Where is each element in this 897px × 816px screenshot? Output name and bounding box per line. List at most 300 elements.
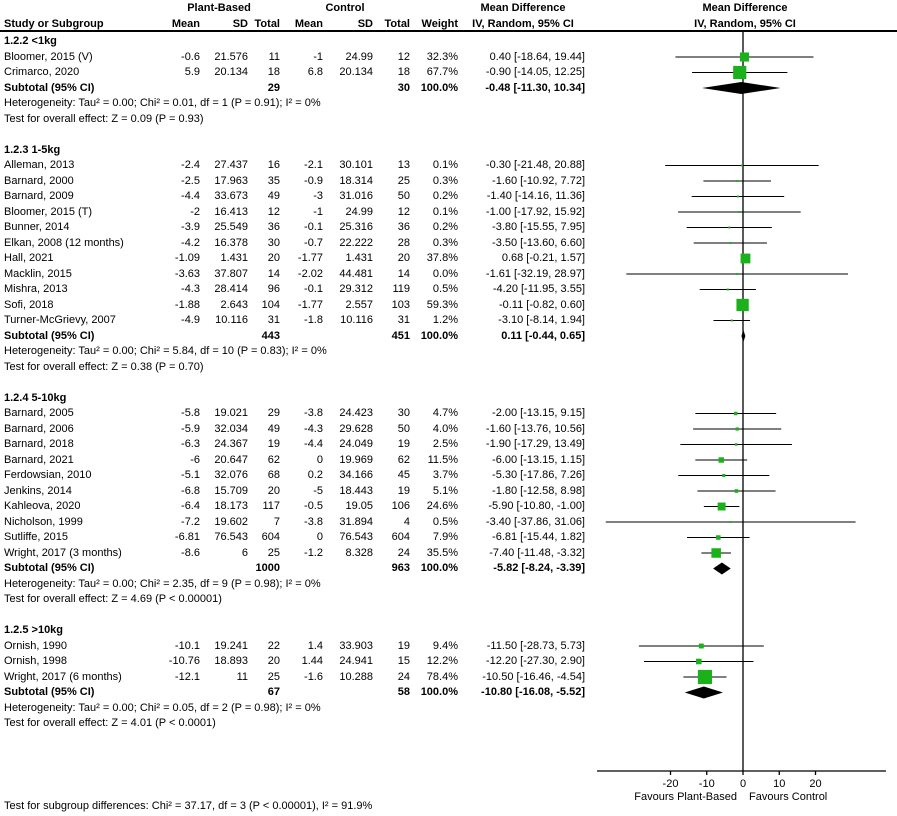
subtotal-c-n: 963 (391, 562, 410, 574)
study-c_mean: -4.4 (304, 438, 323, 450)
heterogeneity-row (0, 344, 897, 359)
subtotal-ci: -10.80 [-16.08, -5.52] (481, 686, 585, 698)
study-c_sd: 25.316 (339, 221, 373, 233)
subgroup-label: 1.2.2 <1kg (4, 35, 57, 47)
overall-effect-row (0, 360, 897, 375)
study-name: Jenkins, 2014 (4, 484, 72, 497)
study-c_sd: 76.543 (339, 531, 373, 543)
study-c_sd: 24.423 (339, 407, 373, 419)
study-name: Sofi, 2018 (4, 298, 54, 311)
study-c_sd: 31.016 (339, 190, 373, 202)
column-header-sd-control: SD (357, 18, 373, 30)
study-t_sd: 19.602 (214, 515, 248, 528)
treatment-group-header: Plant-Based (187, 2, 251, 14)
study-t_sd: 24.367 (214, 438, 248, 450)
study-c_n: 106 (391, 500, 410, 512)
study-weight: 12.2% (426, 655, 458, 667)
study-t_n: 117 (262, 500, 280, 512)
study-row (0, 639, 897, 654)
subgroup-label-row (0, 623, 897, 638)
study-t_n: 49 (267, 190, 280, 202)
study-c_n: 31 (397, 314, 410, 326)
study-t_mean: -4.2 (181, 236, 200, 249)
study-weight: 4.0% (432, 422, 458, 435)
study-c_n: 4 (403, 515, 410, 528)
overall-effect-row (0, 716, 897, 731)
study-name: Crimarco, 2020 (4, 66, 80, 78)
study-c_n: 12 (397, 205, 410, 218)
study-name: Ferdowsian, 2010 (4, 469, 92, 481)
study-row (0, 282, 897, 297)
study-row (0, 236, 897, 251)
method-header-stats: IV, Random, 95% CI (472, 18, 574, 30)
study-t_sd: 17.963 (214, 174, 248, 187)
study-name: Barnard, 2005 (4, 407, 74, 419)
study-t_sd: 21.576 (214, 50, 248, 63)
study-c_sd: 44.481 (339, 267, 373, 280)
study-c_mean: -0.1 (304, 221, 323, 233)
study-ci_label: -1.61 [-32.19, 28.97] (485, 267, 585, 280)
study-t_mean: -10.1 (174, 639, 200, 652)
study-t_sd: 27.437 (214, 159, 248, 171)
heterogeneity-text: Heterogeneity: Tau² = 0.00; Chi² = 0.01, df = 1 (P = 0.91); I² = 0% (4, 97, 321, 109)
study-t_mean: -1.88 (174, 298, 200, 311)
subtotal-weight: 100.0% (420, 81, 458, 94)
study-c_n: 50 (397, 190, 410, 202)
overall-effect-row (0, 112, 897, 127)
study-t_sd: 15.709 (214, 484, 248, 497)
study-ci_label: -3.80 [-15.55, 7.95] (492, 221, 585, 233)
study-c_sd: 24.049 (339, 438, 373, 450)
overall-effect-row (0, 592, 897, 607)
study-c_mean: -1.8 (304, 314, 323, 326)
study-row (0, 515, 897, 530)
study-ci_label: -1.00 [-17.92, 15.92] (485, 205, 585, 218)
subtotal-ci: -5.82 [-8.24, -3.39] (493, 562, 585, 574)
study-t_mean: -12.1 (174, 670, 200, 683)
study-t_sd: 2.643 (220, 298, 248, 311)
study-ci_label: -2.00 [-13.15, 9.15] (492, 407, 585, 419)
column-header-total-treatment: Total (254, 18, 280, 30)
study-c_mean: -0.7 (304, 236, 323, 249)
study-c_n: 36 (397, 221, 410, 233)
study-row (0, 499, 897, 514)
study-weight: 67.7% (426, 66, 458, 78)
study-row (0, 189, 897, 204)
study-ci_label: -7.40 [-11.48, -3.32] (489, 546, 585, 559)
study-c_sd: 20.134 (339, 66, 373, 78)
study-weight: 0.1% (432, 205, 458, 218)
study-t_n: 25 (267, 546, 280, 559)
study-ci_label: 0.68 [-0.21, 1.57] (501, 252, 585, 264)
study-weight: 3.7% (432, 469, 458, 481)
study-t_n: 14 (267, 267, 280, 280)
study-t_n: 68 (267, 469, 280, 481)
study-name: Wright, 2017 (3 months) (4, 546, 122, 559)
subtotal-c-n: 30 (397, 81, 410, 94)
study-c_n: 24 (397, 670, 410, 683)
study-t_sd: 1.431 (220, 252, 248, 264)
subgroup-label: 1.2.5 >10kg (4, 624, 64, 636)
study-t_n: 35 (267, 174, 280, 187)
subtotal-t-n: 443 (261, 329, 280, 342)
subtotal-label: Subtotal (95% CI) (4, 81, 95, 94)
study-c_n: 19 (397, 438, 410, 450)
study-weight: 0.2% (432, 221, 458, 233)
study-row (0, 437, 897, 452)
study-name: Barnard, 2018 (4, 438, 74, 450)
subtotal-t-n: 1000 (255, 562, 280, 574)
study-weight: 5.1% (432, 484, 458, 497)
study-ci_label: -6.81 [-15.44, 1.82] (492, 531, 585, 543)
overall-effect-text: Test for overall effect: Z = 0.09 (P = 0.93) (4, 112, 204, 125)
subtotal-row (0, 685, 897, 700)
study-t_mean: -6.3 (181, 438, 200, 450)
column-header-mean-treatment: Mean (171, 18, 200, 30)
study-c_mean: -2.1 (304, 159, 323, 171)
study-row (0, 546, 897, 561)
study-name: Hall, 2021 (4, 252, 54, 264)
study-c_n: 45 (397, 469, 410, 481)
study-name: Elkan, 2008 (12 months) (4, 236, 124, 249)
study-weight: 0.3% (432, 236, 458, 249)
study-t_mean: -5.8 (181, 407, 200, 419)
header-separator (0, 30, 897, 32)
subtotal-ci: -0.48 [-11.30, 10.34] (485, 81, 585, 94)
study-c_n: 103 (391, 298, 410, 311)
study-c_n: 19 (397, 639, 410, 652)
study-ci_label: -12.20 [-27.30, 2.90] (485, 655, 585, 667)
study-c_sd: 33.903 (339, 639, 373, 652)
study-name: Bloomer, 2015 (V) (4, 50, 93, 63)
study-t_mean: -4.3 (181, 283, 200, 295)
study-ci_label: -1.80 [-12.58, 8.98] (492, 484, 585, 497)
study-weight: 4.7% (432, 407, 458, 419)
study-t_sd: 37.807 (214, 267, 248, 280)
study-c_sd: 24.941 (339, 655, 373, 667)
x-axis-tick-label: 20 (809, 778, 822, 790)
study-t_sd: 33.673 (214, 190, 248, 202)
study-c_sd: 2.557 (345, 298, 373, 311)
study-weight: 1.2% (432, 314, 458, 326)
study-row (0, 251, 897, 266)
study-c_n: 28 (397, 236, 410, 249)
study-c_n: 24 (397, 546, 410, 559)
study-weight: 0.0% (432, 267, 458, 280)
study-c_n: 14 (397, 267, 410, 280)
subtotal-t-n: 29 (267, 81, 280, 94)
study-t_sd: 19.241 (214, 639, 248, 652)
study-row (0, 298, 897, 313)
study-c_sd: 29.312 (339, 283, 373, 295)
column-header-study: Study or Subgroup (4, 18, 104, 30)
study-row (0, 313, 897, 328)
study-c_mean: -1.2 (304, 546, 323, 559)
study-ci_label: -5.90 [-10.80, -1.00] (488, 500, 585, 512)
study-t_n: 104 (261, 298, 280, 311)
study-name: Ornish, 1998 (4, 655, 67, 667)
study-row (0, 422, 897, 437)
x-axis-tick-label: -10 (698, 778, 715, 790)
study-c_mean: 1.4 (307, 639, 323, 652)
study-t_mean: -6.81 (174, 531, 200, 543)
study-ci_label: -3.50 [-13.60, 6.60] (492, 236, 585, 249)
overall-effect-text: Test for overall effect: Z = 0.38 (P = 0.70) (4, 360, 204, 373)
study-t_mean: -3.63 (174, 267, 200, 280)
study-c_mean: -1 (313, 50, 323, 63)
subtotal-label: Subtotal (95% CI) (4, 562, 95, 574)
study-c_sd: 24.99 (345, 205, 373, 218)
study-name: Turner-McGrievy, 2007 (4, 314, 116, 326)
study-t_mean: -8.6 (181, 546, 200, 559)
study-weight: 0.5% (432, 515, 458, 528)
study-t_mean: -5.9 (181, 422, 200, 435)
study-row (0, 670, 897, 685)
study-t_sd: 6 (241, 546, 248, 559)
study-c_n: 50 (397, 422, 410, 435)
study-t_mean: -2.5 (181, 174, 200, 187)
study-t_sd: 76.543 (214, 531, 248, 543)
study-row (0, 453, 897, 468)
study-c_sd: 1.431 (345, 252, 373, 264)
study-c_sd: 22.222 (339, 236, 373, 249)
study-c_sd: 10.116 (340, 314, 373, 326)
subtotal-row (0, 81, 897, 96)
subgroup-label-row (0, 391, 897, 406)
study-c_sd: 19.05 (345, 500, 373, 512)
study-t_n: 36 (267, 221, 280, 233)
study-row (0, 484, 897, 499)
heterogeneity-row (0, 577, 897, 592)
subtotal-c-n: 58 (397, 686, 410, 698)
study-t_sd: 28.414 (214, 283, 248, 295)
study-t_mean: -6.8 (181, 484, 200, 497)
study-c_n: 15 (397, 655, 410, 667)
study-c_n: 25 (397, 174, 410, 187)
study-t_sd: 16.413 (214, 205, 248, 218)
study-ci_label: -1.60 [-13.76, 10.56] (485, 422, 585, 435)
study-t_mean: 5.9 (184, 66, 200, 78)
study-ci_label: -0.11 [-0.82, 0.60] (498, 298, 585, 311)
effect-header-stats: Mean Difference (480, 2, 566, 14)
subtotal-ci: 0.11 [-0.44, 0.65] (501, 329, 585, 342)
study-ci_label: -3.10 [-8.14, 1.94] (498, 314, 585, 326)
study-name: Macklin, 2015 (4, 267, 72, 280)
study-t_mean: -0.6 (181, 50, 200, 63)
subtotal-weight: 100.0% (420, 329, 458, 342)
study-t_mean: -1.09 (174, 252, 200, 264)
x-axis-tick-label: 10 (773, 778, 786, 790)
study-weight: 37.8% (426, 252, 458, 264)
study-ci_label: -1.60 [-10.92, 7.72] (492, 174, 585, 187)
study-c_sd: 19.969 (339, 453, 373, 466)
study-row (0, 158, 897, 173)
study-t_n: 62 (267, 453, 280, 466)
study-c_mean: -1.77 (297, 252, 323, 264)
study-weight: 0.5% (432, 283, 458, 295)
study-c_mean: 1.44 (301, 655, 323, 667)
study-c_n: 119 (392, 283, 410, 295)
favours-left-label: Favours Plant-Based (634, 791, 737, 803)
column-header-mean-control: Mean (294, 18, 323, 30)
study-c_sd: 30.101 (339, 159, 373, 171)
study-name: Alleman, 2013 (4, 159, 75, 171)
study-t_n: 20 (267, 484, 280, 497)
method-header-plot: IV, Random, 95% CI (694, 18, 796, 30)
study-t_n: 29 (267, 407, 280, 419)
heterogeneity-text: Heterogeneity: Tau² = 0.00; Chi² = 2.35, df = 9 (P = 0.98); I² = 0% (4, 577, 321, 590)
study-t_sd: 25.549 (214, 221, 248, 233)
study-c_mean: 6.8 (307, 66, 323, 78)
study-t_sd: 11 (236, 670, 248, 683)
study-c_n: 30 (397, 407, 410, 419)
subgroup-label: 1.2.3 1-5kg (4, 143, 61, 156)
study-name: Mishra, 2013 (4, 283, 68, 295)
study-weight: 9.4% (432, 639, 458, 652)
study-t_sd: 18.173 (214, 500, 248, 512)
study-t_n: 22 (267, 639, 280, 652)
study-t_n: 49 (267, 422, 280, 435)
study-t_n: 16 (267, 159, 280, 171)
study-ci_label: -1.40 [-14.16, 11.36] (486, 190, 585, 202)
control-group-header: Control (325, 2, 365, 14)
study-name: Bunner, 2014 (4, 221, 70, 233)
study-t_sd: 18.893 (214, 655, 248, 667)
study-t_n: 96 (267, 283, 280, 295)
study-weight: 11.5% (427, 453, 458, 466)
study-row (0, 654, 897, 669)
study-c_sd: 31.894 (339, 515, 373, 528)
study-weight: 0.1% (432, 159, 458, 171)
study-c_sd: 8.328 (345, 546, 373, 559)
subtotal-row (0, 561, 897, 576)
study-row (0, 406, 897, 421)
study-row (0, 205, 897, 220)
study-weight: 59.3% (426, 298, 458, 311)
subgroup-label: 1.2.4 5-10kg (4, 391, 67, 404)
study-t_mean: -6 (190, 453, 200, 466)
study-ci_label: -6.00 [-13.15, 1.15] (492, 453, 585, 466)
study-ci_label: -1.90 [-17.29, 13.49] (485, 438, 585, 450)
study-ci_label: -11.50 [-28.73, 5.73] (486, 639, 585, 652)
study-c_sd: 29.628 (339, 422, 373, 435)
subtotal-row (0, 329, 897, 344)
study-weight: 78.4% (426, 670, 458, 683)
study-c_n: 18 (397, 66, 410, 78)
study-name: Bloomer, 2015 (T) (4, 205, 93, 218)
effect-header-plot: Mean Difference (702, 2, 788, 14)
study-t_n: 20 (267, 655, 280, 667)
heterogeneity-text: Heterogeneity: Tau² = 0.00; Chi² = 5.84, df = 10 (P = 0.83); I² = 0% (4, 345, 327, 357)
study-c_mean: 0 (316, 531, 323, 543)
study-c_mean: -1.6 (304, 670, 323, 683)
study-t_mean: -5.1 (181, 469, 200, 481)
study-row (0, 50, 897, 65)
study-t_mean: -4.4 (181, 190, 200, 202)
study-t_n: 18 (267, 66, 280, 78)
study-row (0, 267, 897, 282)
favours-right-label: Favours Control (749, 791, 828, 803)
subtotal-weight: 100.0% (420, 562, 458, 574)
study-t_sd: 32.076 (214, 469, 248, 481)
column-header-weight: Weight (421, 18, 458, 30)
study-t_n: 31 (267, 314, 280, 326)
subgroup-difference-note: Test for subgroup differences: Chi² = 37.17, df = 3 (P < 0.00001), I² = 91.9% (4, 800, 373, 812)
study-t_mean: -4.9 (181, 314, 200, 326)
study-ci_label: -0.90 [-14.05, 12.25] (485, 66, 585, 78)
study-c_mean: -1 (313, 205, 323, 218)
study-t_n: 12 (267, 205, 280, 218)
study-name: Kahleova, 2020 (4, 500, 81, 512)
study-ci_label: -10.50 [-16.46, -4.54] (482, 670, 585, 683)
study-t_mean: -3.9 (181, 221, 200, 233)
heterogeneity-text: Heterogeneity: Tau² = 0.00; Chi² = 0.05, df = 2 (P = 0.98); I² = 0% (4, 701, 321, 714)
study-c_mean: -3 (313, 190, 323, 202)
study-name: Barnard, 2000 (4, 174, 74, 187)
study-name: Sutliffe, 2015 (4, 531, 69, 543)
study-t_n: 11 (268, 50, 280, 63)
study-row (0, 65, 897, 80)
study-c_n: 12 (397, 50, 410, 63)
study-c_mean: -0.9 (304, 174, 323, 187)
subtotal-weight: 100.0% (420, 686, 458, 698)
x-axis-tick-label: -20 (662, 778, 679, 790)
study-t_sd: 19.021 (214, 407, 248, 419)
heterogeneity-row (0, 96, 897, 111)
heterogeneity-row (0, 701, 897, 716)
study-ci_label: 0.40 [-18.64, 19.44] (489, 50, 585, 63)
study-row (0, 220, 897, 235)
study-name: Barnard, 2009 (4, 190, 74, 202)
study-t_mean: -6.4 (181, 500, 200, 512)
study-c_mean: -3.8 (304, 515, 323, 528)
subgroup-label-row (0, 143, 897, 158)
study-t_n: 7 (273, 515, 280, 528)
study-t_sd: 20.134 (214, 66, 248, 78)
column-header-sd-treatment: SD (232, 18, 248, 30)
subtotal-c-n: 451 (391, 329, 410, 342)
study-t_n: 604 (261, 531, 280, 543)
study-name: Nicholson, 1999 (4, 515, 83, 528)
study-weight: 0.2% (432, 190, 458, 202)
study-c_mean: -0.1 (304, 283, 323, 295)
study-c_n: 19 (397, 484, 410, 497)
study-c_n: 62 (397, 453, 410, 466)
study-c_mean: -3.8 (304, 407, 323, 419)
study-t_mean: -2 (190, 205, 200, 218)
study-c_mean: -1.77 (297, 298, 323, 311)
study-name: Barnard, 2006 (4, 422, 74, 435)
study-c_n: 20 (397, 252, 410, 264)
study-name: Wright, 2017 (6 months) (4, 670, 122, 683)
study-c_n: 604 (391, 531, 410, 543)
study-t_sd: 16.378 (214, 236, 248, 249)
study-ci_label: -3.40 [-37.86, 31.06] (485, 515, 585, 528)
study-weight: 24.6% (426, 500, 458, 512)
study-c_sd: 34.166 (339, 469, 373, 481)
study-weight: 7.9% (432, 531, 458, 543)
study-t_n: 25 (267, 670, 280, 683)
study-c_sd: 10.288 (339, 670, 373, 683)
study-c_mean: -0.5 (304, 500, 323, 512)
study-t_n: 30 (267, 236, 280, 249)
study-c_mean: -5 (313, 484, 323, 497)
study-row (0, 530, 897, 545)
study-t_sd: 10.116 (215, 314, 248, 326)
study-row (0, 174, 897, 189)
study-name: Ornish, 1990 (4, 639, 67, 652)
study-row (0, 468, 897, 483)
